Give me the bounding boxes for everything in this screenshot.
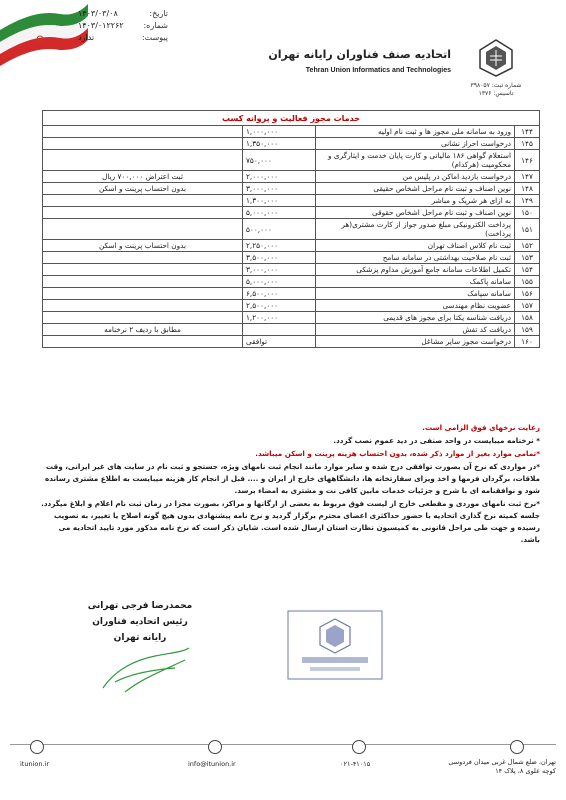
row-description: دریافت شناسه یکتا برای مجوز های قدیمی bbox=[316, 312, 515, 324]
row-description: پرداخت الکترونیکی مبلغ صدور جواز از کارت مشتری(هر پرداخت) bbox=[316, 219, 515, 240]
row-number: ۱۵۰ bbox=[515, 207, 540, 219]
row-description: سامانه پاکمک bbox=[316, 276, 515, 288]
number-label: شماره: bbox=[143, 21, 168, 30]
row-note bbox=[43, 195, 243, 207]
table-row bbox=[43, 219, 540, 240]
row-number: ۱۵۴ bbox=[515, 264, 540, 276]
row-price: ۱,۳۵۰,۰۰۰ bbox=[243, 138, 316, 150]
table-row bbox=[43, 288, 540, 300]
row-description: درخواست احراز نشانی bbox=[316, 138, 515, 150]
official-stamp bbox=[280, 605, 390, 685]
row-note bbox=[43, 336, 243, 348]
row-price: ۳,۰۰۰,۰۰۰ bbox=[243, 183, 316, 195]
fee-table bbox=[42, 110, 540, 348]
row-description: درخواست بازدید اماکن در پلیس من bbox=[316, 171, 515, 183]
row-number: ۱۴۵ bbox=[515, 138, 540, 150]
row-description: نوین اصناف و ثبت نام مراحل اشخاص حقیقی bbox=[316, 183, 515, 195]
row-description: تکمیل اطلاعات سامانه جامع آموزش مداوم پزشکی bbox=[316, 264, 515, 276]
union-logo bbox=[466, 38, 526, 98]
row-note bbox=[43, 312, 243, 324]
globe-icon bbox=[30, 740, 44, 754]
row-note: بدون احتساب پرینت و اسکن bbox=[43, 240, 243, 252]
row-number: ۱۶۰ bbox=[515, 336, 540, 348]
row-description: نوین اصناف و ثبت نام مراحل اشخاص حقوقی bbox=[316, 207, 515, 219]
row-note bbox=[43, 288, 243, 300]
note-4: *نرخ ثبت نامهای موردی و مقطعی خارج از لیست فوق مربوط به بعضی از ارگانها و مراکز، بصورت مجزا در زمان ثبت نام اعلام و ابلاغ میگردد. جلسه کمیته نرخ گذاری اتحادیه با حضور حداکثری اعضای محترم برگزار گردید و نرخ نامه پیشنهادی بدون هیچ گونه اصلاح یا تغییر، به تصویب رسیده و جهت طی مراحل قانونی به کمیسیون نظارت استان ارسال شده است. شایان ذکر است که نرخ نامه مذکور مورد تایید اتحادیه می باشد. bbox=[41, 499, 540, 544]
table-row bbox=[43, 276, 540, 288]
signatory-title: رئیس اتحادیه فناوران رایانه تهران bbox=[92, 617, 188, 643]
row-note bbox=[43, 150, 243, 171]
table-row bbox=[43, 300, 540, 312]
row-price: ۵۰۰,۰۰۰ bbox=[243, 219, 316, 240]
email-icon bbox=[208, 740, 222, 754]
table-row bbox=[43, 195, 540, 207]
notes-section bbox=[40, 422, 540, 547]
row-number: ۱۵۷ bbox=[515, 300, 540, 312]
row-description: به ازای هر شریک و مباشر bbox=[316, 195, 515, 207]
row-number: ۱۵۲ bbox=[515, 240, 540, 252]
note-2: *تمامی موارد بغیر از موارد ذکر شده، بدون احتساب هزینه پرینت و اسکن میباشد. bbox=[255, 449, 540, 458]
row-description: ثبت نام صلاحیت بهداشتی در سامانه سامح bbox=[316, 252, 515, 264]
table-row bbox=[43, 312, 540, 324]
row-number: ۱۵۹ bbox=[515, 324, 540, 336]
letter-meta bbox=[78, 8, 168, 44]
row-price: ۳,۰۰۰,۰۰۰ bbox=[243, 264, 316, 276]
row-price: ۱,۰۰۰,۰۰۰ bbox=[243, 126, 316, 138]
row-price: ۵,۰۰۰,۰۰۰ bbox=[243, 276, 316, 288]
footer-divider bbox=[10, 744, 556, 745]
address-text bbox=[448, 758, 556, 776]
table-row bbox=[43, 138, 540, 150]
handwritten-signature bbox=[95, 630, 195, 700]
row-description: استعلام گواهی ۱۸۶ مالیاتی و کارت پایان خدمت و ایثارگری و محکومیت (هرکدام) bbox=[316, 150, 515, 171]
union-logo-icon bbox=[476, 38, 516, 78]
row-description: ثبت نام کلاس اصناف تهران bbox=[316, 240, 515, 252]
table-title: خدمات مجوز فعالیت و پروانه کسب bbox=[43, 111, 540, 126]
row-note bbox=[43, 138, 243, 150]
founding-year: تاسیس: ۱۳۷۶ bbox=[478, 90, 514, 97]
table-row bbox=[43, 171, 540, 183]
row-note: مطابق با ردیف ۲ نرخنامه bbox=[43, 324, 243, 336]
phone-icon bbox=[352, 740, 366, 754]
row-note bbox=[43, 207, 243, 219]
row-description: دریافت کد تفش bbox=[316, 324, 515, 336]
row-number: ۱۴۴ bbox=[515, 126, 540, 138]
row-description: ورود به سامانه ملی مجوز ها و ثبت نام اولیه bbox=[316, 126, 515, 138]
row-price: ۳,۵۰۰,۰۰۰ bbox=[243, 252, 316, 264]
row-price: ۱,۲۰۰,۰۰۰ bbox=[243, 312, 316, 324]
attachment-label: پیوست: bbox=[141, 33, 168, 42]
table-row bbox=[43, 324, 540, 336]
location-icon bbox=[510, 740, 524, 754]
row-price: ۲,۰۰۰,۰۰۰ bbox=[243, 171, 316, 183]
date-value: ۱۴۰۳/۰۳/۰۸ bbox=[78, 9, 118, 18]
notes-heading: رعایت نرخهای فوق الزامی است. bbox=[422, 423, 540, 432]
table-row bbox=[43, 126, 540, 138]
row-price: توافقی bbox=[243, 336, 316, 348]
row-price: ۱,۳۰۰,۰۰۰ bbox=[243, 195, 316, 207]
table-row bbox=[43, 150, 540, 171]
row-number: ۱۴۶ bbox=[515, 150, 540, 171]
number-value: ۱۴۰۳/۰۱۲۲۶۲ bbox=[78, 21, 124, 30]
note-1: * نرخنامه میبایست در واحد صنفی در دید عموم نصب گردد. bbox=[333, 436, 540, 445]
table-row bbox=[43, 252, 540, 264]
table-row bbox=[43, 207, 540, 219]
row-note bbox=[43, 276, 243, 288]
row-note bbox=[43, 300, 243, 312]
row-note: ثبت اعتراض ۷۰۰,۰۰۰ ریال bbox=[43, 171, 243, 183]
address-line-1: تهران، ضلع شمال غربی میدان فردوسی bbox=[448, 758, 556, 766]
row-description: سامانه سپامک bbox=[316, 288, 515, 300]
row-number: ۱۵۳ bbox=[515, 252, 540, 264]
table-row bbox=[43, 336, 540, 348]
row-price bbox=[243, 324, 316, 336]
row-number: ۱۴۹ bbox=[515, 195, 540, 207]
table-row bbox=[43, 240, 540, 252]
registration-number: شماره ثبت: ۳۹۸۰۵۷ bbox=[470, 82, 522, 89]
address-line-2: کوچه علوی ۸، پلاک ۱۴ bbox=[495, 767, 556, 775]
row-note: بدون احتساب پرینت و اسکن bbox=[43, 183, 243, 195]
footer bbox=[10, 740, 556, 786]
website-text[interactable]: itunion.ir bbox=[20, 760, 50, 768]
row-number: ۱۵۱ bbox=[515, 219, 540, 240]
row-note bbox=[43, 126, 243, 138]
note-3: *در مواردی که نرخ آن بصورت توافقی درج شده و سایر موارد مانند انجام ثبت نامهای ویژه، جستجو و ثبت نام در سایت های غیر ایرانی، وقت ملاقات، برگردان فرمها و اخذ ویزای سفارتخانه ها، دانشگاههای خارج از ایران و .... قبل از انجام کار هزینه میبایست به اطلاع مشتری رسانده شود و نوافقنامه ای با شرح و جزئیات خدمات مابین کافی نت و مشتری به امضاء برسد. bbox=[44, 462, 540, 495]
row-note bbox=[43, 252, 243, 264]
row-price: ۵,۰۰۰,۰۰۰ bbox=[243, 207, 316, 219]
row-description: عضویت نظام مهندسی bbox=[316, 300, 515, 312]
row-number: ۱۴۸ bbox=[515, 183, 540, 195]
row-price: ۶,۵۰۰,۰۰۰ bbox=[243, 288, 316, 300]
row-note bbox=[43, 264, 243, 276]
row-price: ۲,۲۵۰,۰۰۰ bbox=[243, 240, 316, 252]
row-price: ۷۵۰,۰۰۰ bbox=[243, 150, 316, 171]
row-number: ۱۵۸ bbox=[515, 312, 540, 324]
row-price: ۲,۵۰۰,۰۰۰ bbox=[243, 300, 316, 312]
phone-text: ۰۲۱-۴۱۰۱۵ bbox=[340, 760, 371, 768]
org-header bbox=[268, 48, 451, 74]
row-description: درخواست مجوز سایر مشاغل bbox=[316, 336, 515, 348]
row-number: ۱۵۶ bbox=[515, 288, 540, 300]
iran-flag-image bbox=[0, 0, 90, 80]
attachment-value: ندارد bbox=[78, 33, 95, 42]
row-number: ۱۵۵ bbox=[515, 276, 540, 288]
row-note bbox=[43, 219, 243, 240]
email-text[interactable]: info@itunion.ir bbox=[188, 760, 236, 768]
table-row bbox=[43, 183, 540, 195]
org-name-fa: اتحادیه صنف فناوران رایانه تهران bbox=[268, 48, 451, 61]
org-name-en: Tehran Union Informatics and Technologies bbox=[305, 67, 451, 74]
date-label: تاریخ: bbox=[149, 9, 168, 18]
signatory-name: محمدرضا فرجی تهرانی bbox=[87, 601, 193, 611]
row-number: ۱۴۷ bbox=[515, 171, 540, 183]
table-row bbox=[43, 264, 540, 276]
